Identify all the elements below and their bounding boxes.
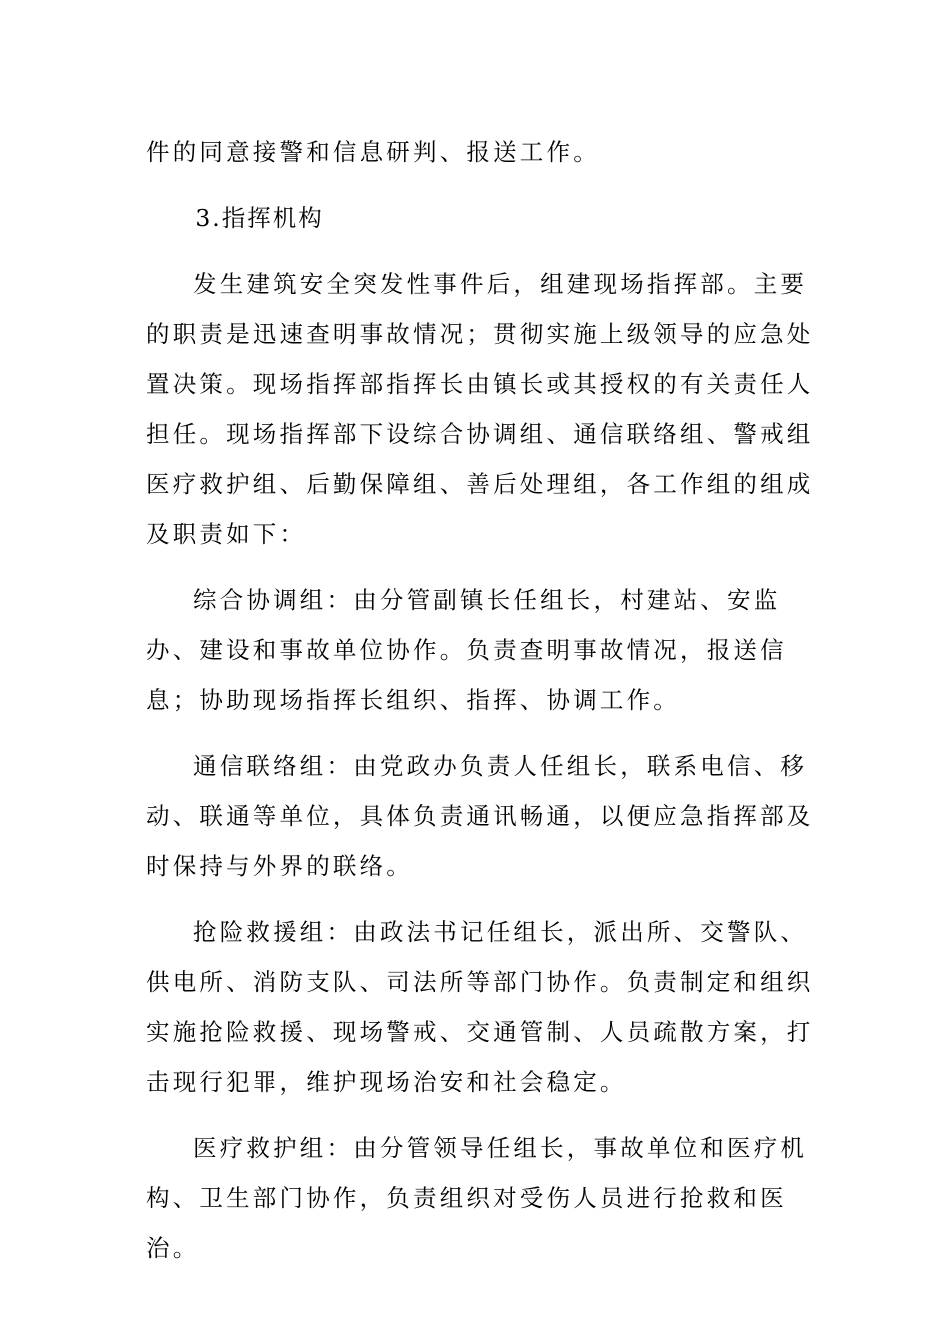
paragraph-coordination-group: 综合协调组：由分管副镇长任组长，村建站、安监办、建设和事故单位协作。负责查明事故情况，报送信息；协助现场指挥长组织、指挥、协调工作。 — [146, 586, 787, 714]
paragraph-continuation: 件的同意接警和信息研判、报送工作。 — [146, 138, 600, 166]
paragraph-rescue-group: 抢险救援组：由政法书记任组长，派出所、交警队、供电所、消防支队、司法所等部门协作。负责制定和组织实施抢险救援、现场警戒、交通管制、人员疏散方案，打击现行犯罪，维护现场治安和社会稳定。 — [146, 918, 814, 1096]
paragraph-medical-group: 医疗救护组：由分管领导任组长，事故单位和医疗机构、卫生部门协作，负责组织对受伤人员进行抢救和医治。 — [146, 1134, 808, 1262]
section-heading: 3.指挥机构 — [195, 204, 324, 232]
document-body — [146, 127, 826, 1273]
paragraph-communication-group: 通信联络组：由党政办负责人任组长，联系电信、移动、联通等单位，具体负责通讯畅通，以便应急指挥部及时保持与外界的联络。 — [146, 752, 814, 880]
paragraph-command-structure: 发生建筑安全突发性事件后，组建现场指挥部。主要的职责是迅速查明事故情况；贯彻实施上级领导的应急处置决策。现场指挥部指挥长由镇长或其授权的有关责任人担任。现场指挥部下设综合协调组、通信联络组、警戒组医疗救护组、后勤保障组、善后处理组，各工作组的组成及职责如下： — [146, 270, 814, 548]
